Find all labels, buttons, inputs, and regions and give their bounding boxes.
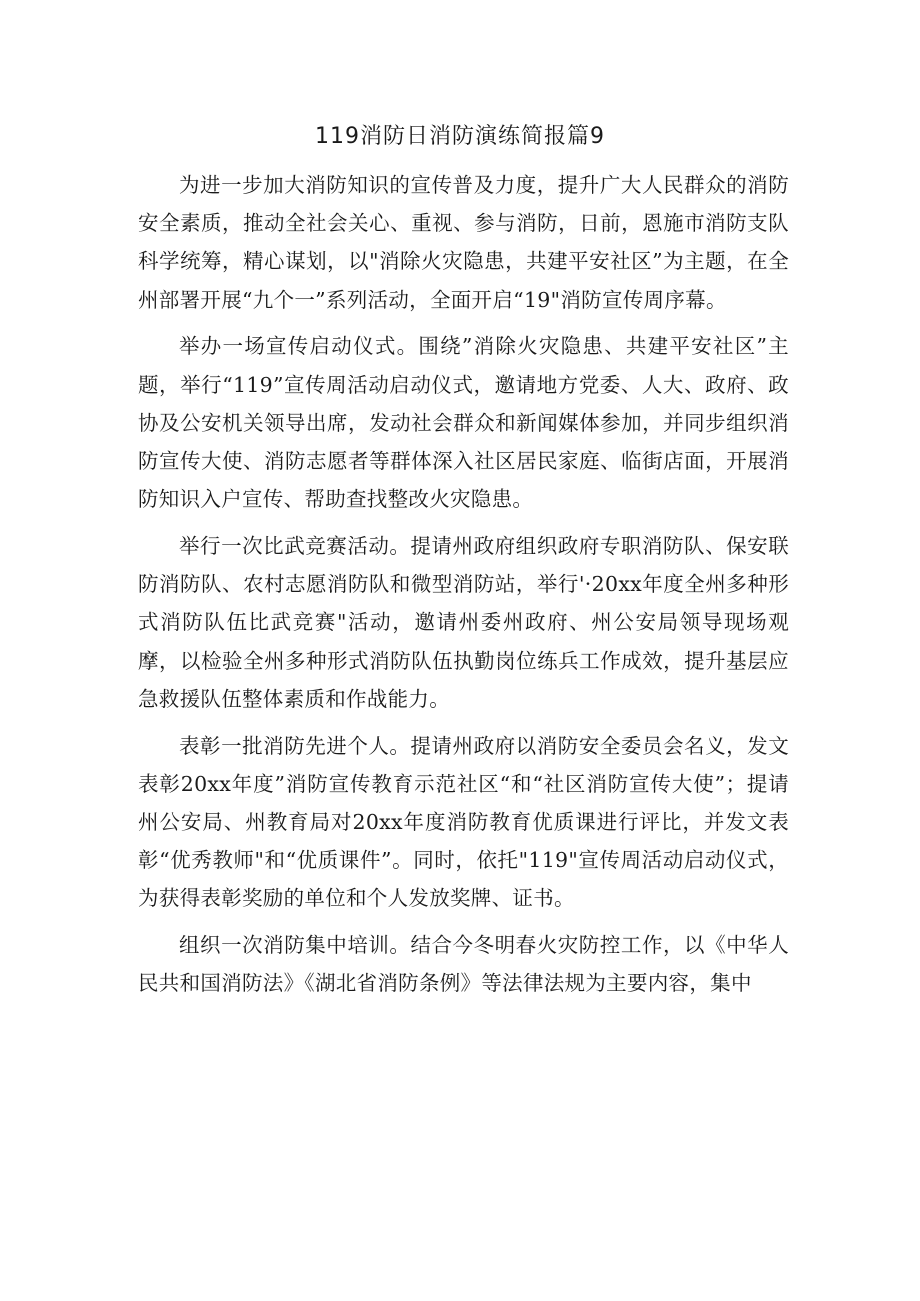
document-body bbox=[138, 166, 789, 1011]
paragraph-2: 举办一场宣传启动仪式。围绕”消除火灾隐患、共建平安社区”主题，举行“119”宣传周活动启动仪式，邀请地方党委、人大、政府、政协及公安机关领导出席，发动社会群众和新闻媒体参加，并同步组织消防宣传大使、消防志愿者等群体深入社区居民家庭、临街店面，开展消防知识入户宣传、帮助查找整改火灾隐患。 bbox=[138, 334, 789, 512]
paragraph-1: 为进一步加大消防知识的宣传普及力度，提升广大人民群众的消防安全素质，推动全社会关心、重视、参与消防，日前，恩施市消防支队科学统筹，精心谋划，以"消除火灾隐患，共建平安社区”为主题，在全州部署开展“九个一”系列活动，全面开启“19"消防宣传周序幕。 bbox=[138, 173, 789, 312]
paragraph-5: 组织一次消防集中培训。结合今冬明春火灾防控工作，以《中华人民共和国消防法》《湖北省消防条例》等法律法规为主要内容，集中 bbox=[138, 933, 789, 996]
paragraph-3: 举行一次比武竞赛活动。提请州政府组织政府专职消防队、保安联防消防队、农村志愿消防队和微型消防站，举行'·20xx年度全州多种形式消防队伍比武竞赛"活动，邀请州委州政府、州公安局领导现场观摩，以检验全州多种形式消防队伍执勤岗位练兵工作成效，提升基层应急救援队伍整体素质和作战能力。 bbox=[138, 534, 789, 711]
paragraph-4: 表彰一批消防先进个人。提请州政府以消防安全委员会名义，发文表彰20xx年度”消防宣传教育示范社区“和“社区消防宣传大使”；提请州公安局、州教育局对20xx年度消防教育优质课进行评比，并发文表彰“优秀教师"和“优质课件”。同时，依托"119"宣传周活动启动仪式，为获得表彰奖励的单位和个人发放奖牌、证书。 bbox=[138, 733, 789, 911]
document-title: 119消防日消防演练简报篇9 bbox=[315, 124, 605, 149]
